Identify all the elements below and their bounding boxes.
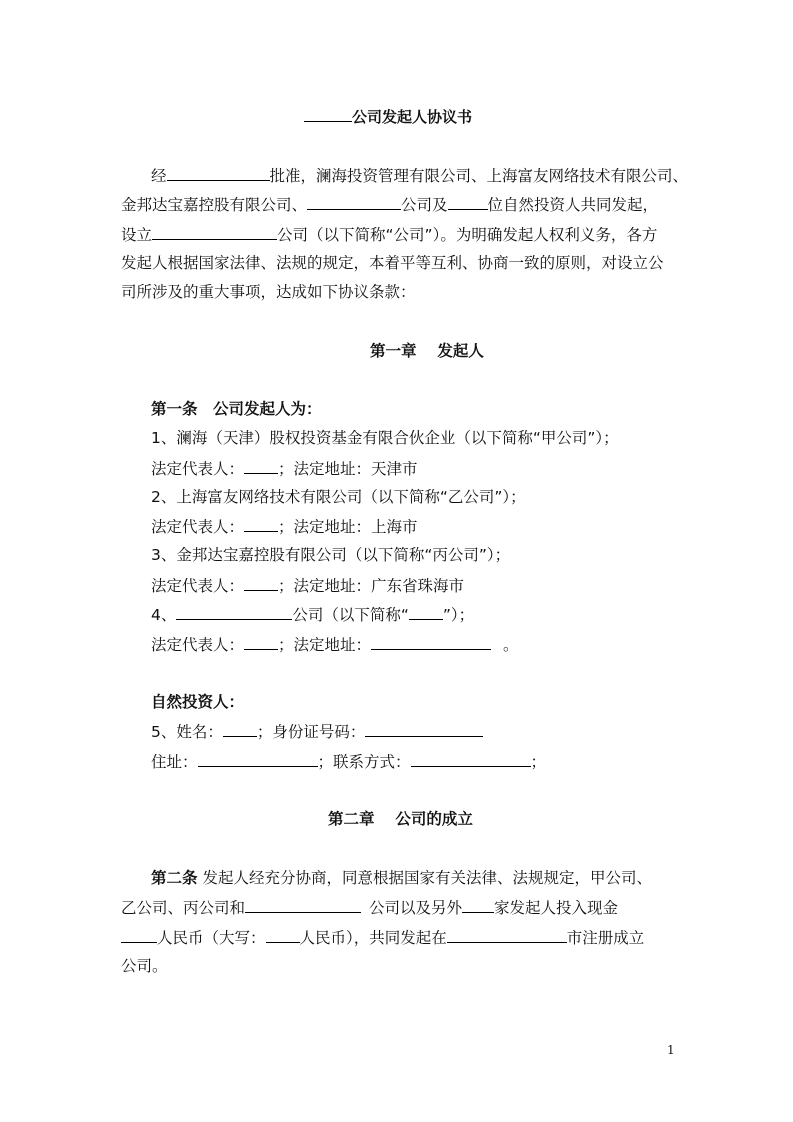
founder-1: 1、澜海（天津）股权投资基金有限合伙企业（以下简称“甲公司”）； (151, 429, 619, 447)
blank-city (447, 927, 567, 943)
blank-address (371, 634, 491, 650)
intro-text: 经 (151, 167, 167, 185)
intro-line-5: 司所涉及的重大事项，达成如下协议条款： (121, 283, 416, 301)
article-text: 公司以及另外 (369, 899, 463, 917)
blank-rep (244, 575, 278, 591)
blank-new-company (152, 224, 277, 240)
blank-count (448, 194, 488, 210)
title-text: 公司发起人协议书 (352, 108, 473, 126)
intro-text: 设立 (121, 226, 153, 244)
intro-text: 公司（以下简称“公司”）。为明确发起人权利义务，各方 (277, 226, 658, 244)
natural-investor-5 (151, 721, 483, 742)
blank-rep (244, 634, 278, 650)
blank-company-name (245, 897, 361, 913)
natural-investor-address (151, 751, 546, 772)
address-text: ；法定地址：广东省珠海市 (278, 577, 465, 595)
rep-label: 法定代表人： (151, 577, 245, 595)
intro-text: 批准，澜海投资管理有限公司、上海富友网络技术有限公司、 (269, 167, 689, 185)
intro-line-1 (151, 165, 688, 186)
founder-2-rep (151, 516, 418, 537)
article-2-line-1 (151, 868, 652, 888)
intro-line-3 (121, 224, 657, 245)
id-label: ；身份证号码： (256, 723, 366, 741)
intro-text: 位自然投资人共同发起， (487, 196, 659, 214)
intro-text: 公司及 (401, 196, 448, 214)
rep-label: 法定代表人： (151, 518, 245, 536)
blank-company (307, 194, 401, 210)
rep-label: 法定代表人： (151, 636, 245, 654)
article-text: 乙公司、丙公司和 (121, 899, 246, 917)
article-text: 人民币（大写： (157, 929, 266, 947)
blank-amount-upper (266, 927, 300, 943)
chapter-2-heading: 第二章 公司的成立 (328, 810, 473, 828)
intro-text: 金邦达宝嘉控股有限公司、 (121, 196, 308, 214)
blank-rep (244, 516, 278, 532)
address-label: ；法定地址： (278, 636, 372, 654)
rep-label: 法定代表人： (151, 460, 245, 478)
founder-4 (151, 604, 474, 625)
page-number: 1 (667, 1043, 675, 1057)
period: 。 (503, 636, 519, 654)
article-2-line-2 (121, 897, 618, 918)
blank-founder-count (462, 897, 494, 913)
blank-amount (121, 927, 157, 943)
blank-id (365, 721, 483, 737)
contact-label: ；联系方式： (317, 753, 411, 771)
article-text: 人民币），共同发起在 (299, 929, 447, 947)
article-text: 发起人经充分协商，同意根据国家有关法律、法规规定，甲公司、 (202, 869, 652, 887)
address-label: 住址： (151, 753, 198, 771)
natural-investor-heading: 自然投资人： (151, 693, 245, 711)
founder-2: 2、上海富友网络技术有限公司（以下简称“乙公司”）； (151, 488, 526, 506)
founder-text: ”）； (442, 606, 475, 624)
founder-4-rep (151, 634, 519, 655)
article-text: 家发起人投入现金 (494, 899, 619, 917)
document-title (304, 106, 472, 127)
name-label: 5、姓名： (151, 723, 223, 741)
founder-1-rep (151, 458, 418, 479)
blank-contact (411, 751, 531, 767)
founder-3-rep (151, 575, 464, 596)
blank-short-name (409, 604, 443, 620)
blank-address (198, 751, 318, 767)
semicolon: ； (530, 753, 547, 771)
article-1-title: 第一条 公司发起人为： (151, 400, 322, 418)
article-text: 市注册成立 (566, 929, 645, 947)
article-2-label: 第二条 (151, 869, 198, 887)
article-2-line-4: 公司。 (121, 957, 168, 975)
intro-line-2 (121, 194, 658, 215)
address-text: ；法定地址：上海市 (278, 518, 418, 536)
address-text: ；法定地址：天津市 (278, 460, 418, 478)
chapter-1-heading: 第一章 发起人 (370, 342, 484, 360)
blank-name (223, 721, 257, 737)
founder-number: 4、 (151, 606, 177, 624)
blank-company-4 (176, 604, 292, 620)
founder-3: 3、金邦达宝嘉控股有限公司（以下简称“丙公司”）； (151, 546, 511, 564)
article-2-line-3 (121, 927, 644, 948)
blank-approval (167, 165, 270, 181)
founder-text: 公司（以下简称“ (292, 606, 409, 624)
blank-rep (244, 458, 278, 474)
intro-line-4: 发起人根据国家法律、法规的规定，本着平等互利、协商一致的原则，对设立公 (121, 254, 664, 272)
title-blank (304, 106, 352, 122)
